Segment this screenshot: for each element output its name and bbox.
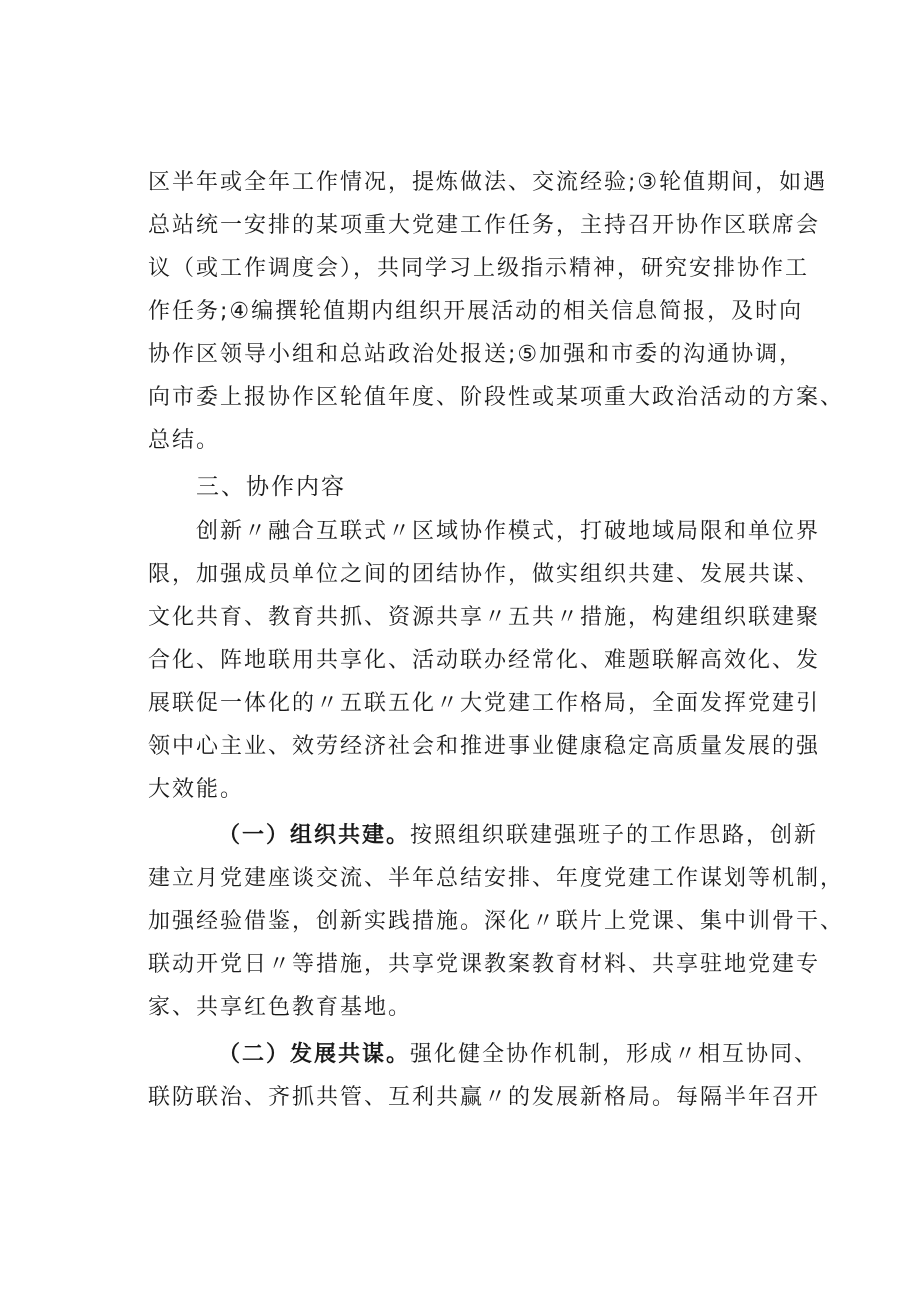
section-heading: 三、协作内容 (196, 474, 346, 500)
paragraph-line: 联动开党日〃等措施，共享党课教案教育材料、共享驻地党建专 (148, 952, 821, 977)
paragraph-line: 总站统一安排的某项重大党建工作任务，主持召开协作区联席会 (148, 213, 821, 238)
paragraph-line: 区半年或全年工作情况，提炼做法、交流经验;③轮值期间，如遇 (148, 170, 828, 195)
paragraph-line: 作任务;④编撰轮值期内组织开展活动的相关信息简报，及时向 (148, 299, 804, 324)
paragraph-line: 限，加强成员单位之间的团结协作，做实组织共建、发展共谋、 (148, 562, 821, 587)
paragraph-line: 协作区领导小组和总站政治处报送;⑤加强和市委的沟通协调， (148, 342, 804, 367)
paragraph-line: 展联促一体化的〃五联五化〃大党建工作格局，全面发挥党建引 (148, 691, 821, 716)
paragraph-line: 加强经验借鉴，创新实践措施。深化〃联片上党课、集中训骨干、 (148, 909, 845, 934)
paragraph-line: 家、共享红色教育基地。 (148, 995, 413, 1020)
paragraph-line: 联防联治、齐抓共管、互利共赢〃的发展新格局。每隔半年召开 (148, 1085, 821, 1110)
item-first-line (218, 821, 828, 851)
item-first-line (218, 1040, 828, 1070)
item-text: 按照组织联建强班子的工作思路，创新 (410, 823, 819, 848)
item-text: 强化健全协作机制，形成〃相互协同、 (410, 1042, 819, 1067)
item-title: （一）组织共建。 (218, 823, 411, 848)
item-title: （二）发展共谋。 (218, 1042, 411, 1067)
paragraph-line: 议（或工作调度会），共同学习上级指示精神，研究安排协作工 (148, 256, 810, 281)
paragraph-line: 向市委上报协作区轮值年度、阶段性或某项重大政治活动的方案、 (148, 385, 845, 410)
paragraph-line: 合化、阵地联用共享化、活动联办经常化、难题联解高效化、发 (148, 648, 821, 673)
paragraph-line: 大效能。 (148, 777, 245, 802)
paragraph-line: 创新〃融合互联式〃区域协作模式，打破地域局限和单位界 (196, 519, 821, 544)
paragraph-line: 建立月党建座谈交流、半年总结安排、年度党建工作谋划等机制， (148, 866, 845, 891)
paragraph-line: 领中心主业、效劳经济社会和推进事业健康稳定高质量发展的强 (148, 734, 821, 759)
paragraph-line: 总结。 (148, 428, 221, 453)
paragraph-line: 文化共育、教育共抓、资源共享〃五共〃措施，构建组织联建聚 (148, 605, 821, 630)
